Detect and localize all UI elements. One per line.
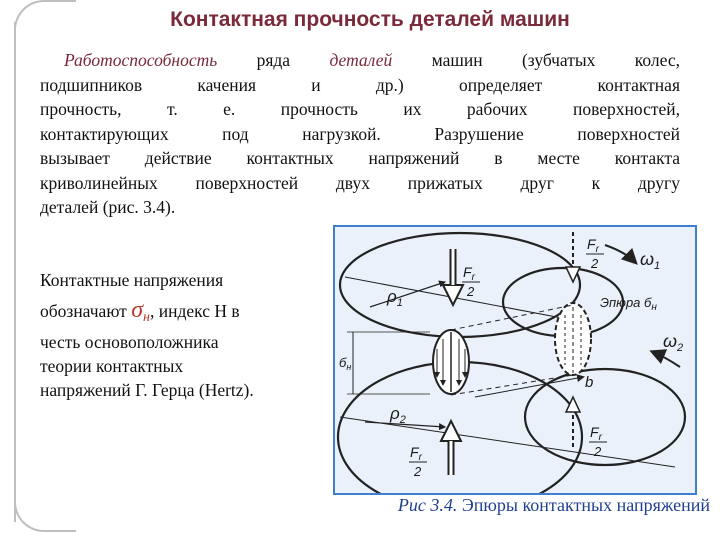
label-fr-bottom [409,444,427,479]
text-run: , индекс H в [149,301,240,321]
text-run: обозначают [40,301,132,321]
paragraph-line: контактирующих под нагрузкой. Разрушение поверхностей [40,123,680,144]
paragraph-line: подшипников качения и др.) определяет контактная [40,74,680,95]
intro-paragraph [40,48,680,220]
paragraph-line [40,298,340,330]
text-run: ряда [217,50,330,70]
svg-text:Fr: $F_r$ [410,444,422,463]
label-fr-top [462,264,480,299]
paragraph-line: напряжений Г. Герца (Hertz). [40,380,254,400]
paragraph-line: теории контактных [40,356,184,376]
label-rho2: $\rho_2$ [390,404,406,426]
contact-stress-epure-left [433,330,469,394]
frame-decoration-top [14,0,76,32]
frame-decoration-bottom [14,500,76,532]
rotation-arrow-omega1 [605,245,635,262]
caption-text: Эпюры контактных напряжений [457,495,710,515]
paragraph-line: вызывает действие контактных напряжений в месте контакта [40,148,680,168]
label-sigma-height: $б_н$ [339,355,352,372]
term-highlight: деталей [329,50,393,70]
paragraph-line: деталей (рис. 3.4). [40,197,176,217]
svg-text:Fr: $F_r$ [587,236,599,255]
contact-line [451,375,573,395]
svg-text:2: 2 [591,256,599,271]
svg-text:Fr: $F_r$ [590,424,602,443]
rotation-arrow-omega2 [653,352,680,367]
slide-title: Контактная прочность деталей машин [170,8,570,31]
force-arrow-bottom-right [566,397,580,447]
paragraph-line: честь основоположника [40,332,219,352]
label-rho1: $\rho_1$ [387,287,403,309]
contact-stress-epure-right [555,303,591,375]
svg-text:2: 2 [467,284,475,299]
label-omega1: $\omega_1$ [640,249,661,272]
label-b: b [585,374,594,391]
label-omega2: $\omega_2$ [663,331,684,354]
width-b-dimension [475,377,583,397]
paragraph-line: Контактные напряжения [40,270,224,290]
contact-stress-diagram [335,227,695,493]
paragraph-line: прочность, т. е. прочность их рабочих поверхностей, [40,99,680,119]
label-fr-bottom-right [589,424,607,459]
figure-number: Рис 3.4. [397,495,458,515]
sigma-symbol: σ [131,297,144,323]
term-highlight: Работоспособность [64,50,218,70]
figure-caption [230,495,710,516]
svg-text:Fr: $F_r$ [463,264,475,283]
lower-roller [338,362,685,493]
contact-stress-figure [333,225,697,495]
svg-text:2: 2 [594,444,602,459]
label-fr-top-right [586,236,604,271]
sigma-subscript: н [143,310,150,325]
svg-text:2: 2 [414,464,422,479]
hertz-paragraph [40,268,340,402]
text-run: машин (зубчатых колес, [392,50,680,70]
label-epura: Эпюра $б_н$ [600,295,657,313]
paragraph-line [40,48,680,73]
frame-decoration [14,22,16,522]
radius-rho1 [370,282,445,307]
force-arrow-bottom [441,421,461,475]
paragraph-line: криволинейных поверхностей двух прижатых друг к другу [40,172,680,193]
